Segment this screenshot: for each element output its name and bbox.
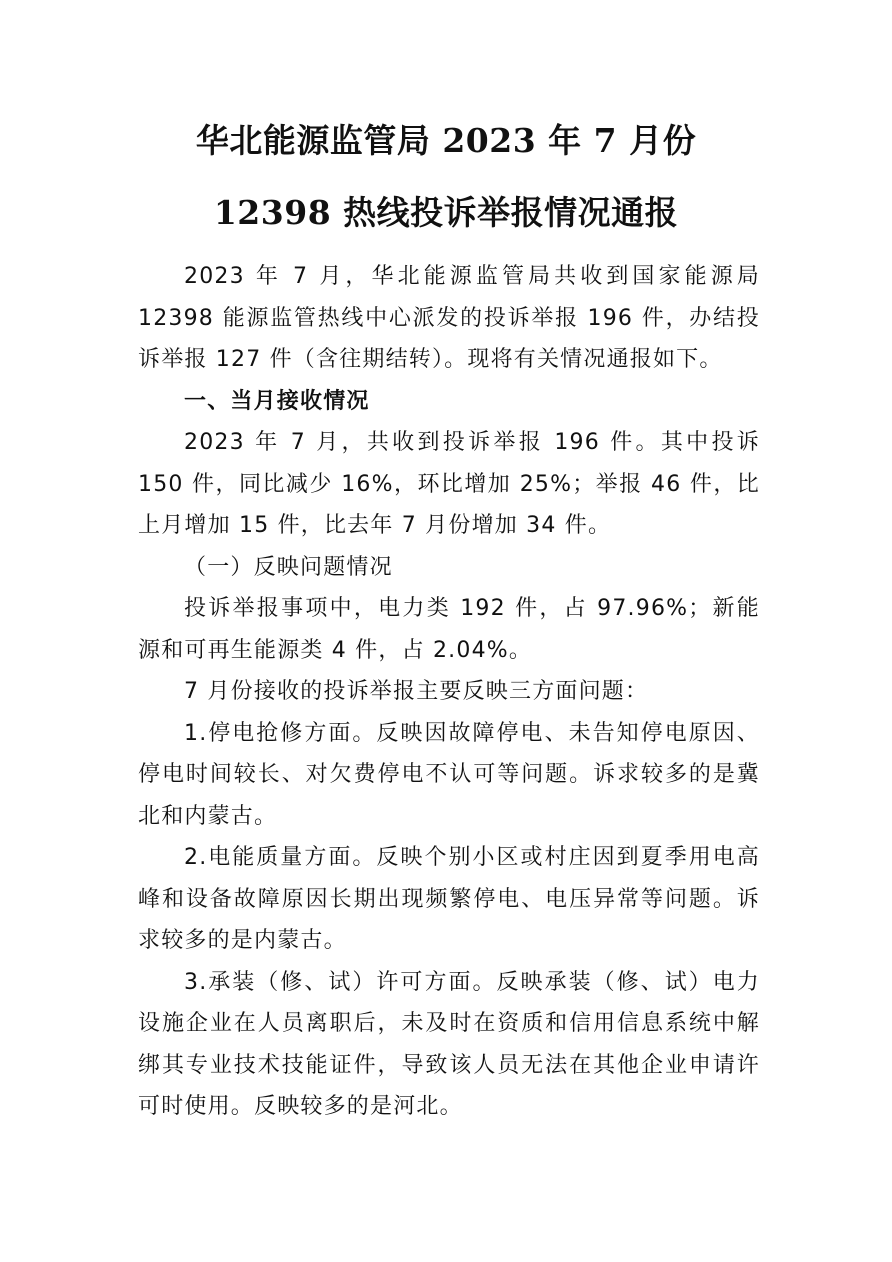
document-title-line2: 12398 热线投诉举报情况通报: [213, 193, 679, 232]
section1-heading: 一、当月接收情况: [184, 388, 370, 414]
section1-summary-paragraph: 2023 年 7 月，共收到投诉举报 196 件。其中投诉 150 件，同比减少 16%，环比增加 25%；举报 46 件，比上月增加 15 件，比去年 7 月份增加 34 件。: [138, 430, 760, 538]
issues-intro-paragraph: 7 月份接收的投诉举报主要反映三方面问题：: [184, 679, 649, 704]
issue1-paragraph: 1.停电抢修方面。反映因故障停电、未告知停电原因、停电时间较长、对欠费停电不认可等问题。诉求较多的是冀北和内蒙古。: [138, 720, 760, 829]
subsection1-heading: （一）反映问题情况: [184, 554, 393, 580]
issue2-paragraph: 2.电能质量方面。反映个别小区或村庄因到夏季用电高峰和设备故障原因长期出现频繁停电、电压异常等问题。诉求较多的是内蒙古。: [138, 845, 760, 953]
document-title-line1: 华北能源监管局 2023 年 7 月份: [195, 121, 697, 160]
intro-paragraph: 2023 年 7 月，华北能源监管局共收到国家能源局 12398 能源监管热线中心派发的投诉举报 196 件，办结投诉举报 127 件（含往期结转）。现将有关情况通报如下。: [138, 264, 760, 372]
category-paragraph: 投诉举报事项中，电力类 192 件，占 97.96%；新能源和可再生能源类 4 件，占 2.04%。: [138, 596, 760, 663]
document-body: [138, 256, 760, 1128]
issue3-paragraph: 3.承装（修、试）许可方面。反映承装（修、试）电力设施企业在人员离职后，未及时在资质和信用信息系统中解绑其专业技术技能证件，导致该人员无法在其他企业申请许可时使用。反映较多的是河北。: [138, 969, 760, 1119]
